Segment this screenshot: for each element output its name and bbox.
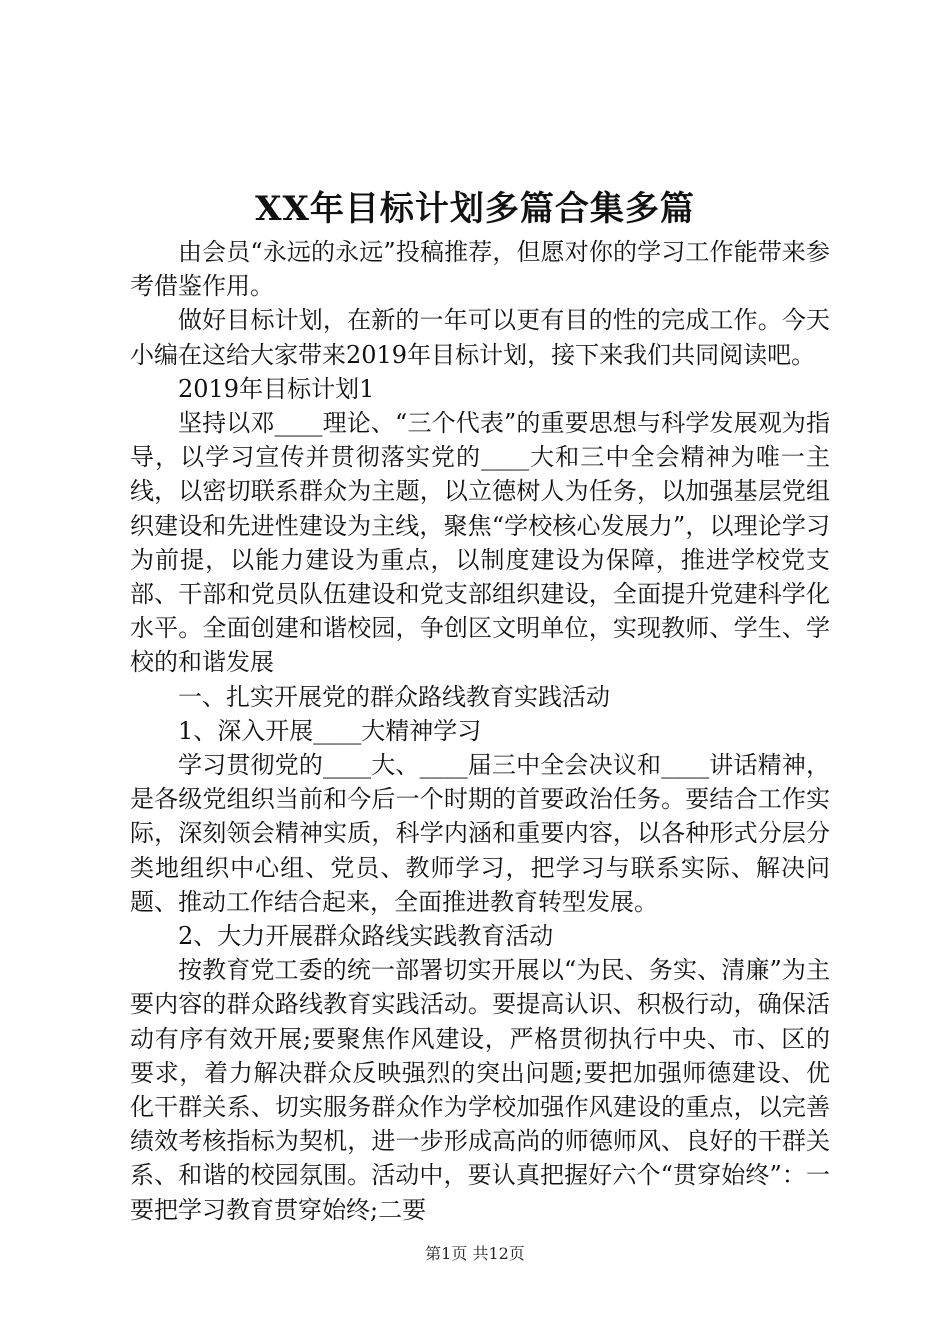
paragraph-preface: 做好目标计划，在新的一年可以更有目的性的完成工作。今天小编在这给大家带来2019年目标计划，接下来我们共同阅读吧。	[130, 306, 830, 369]
paragraph-study-spirit: 学习贯彻党的____大、____届三中全会决议和____讲话精神，是各级党组织当前和今后一个时期的首要政治任务。要结合工作实际，深刻领会精神实质，科学内涵和重要内容，以各种形式分层分类地组织中心组、党员、教师学习，把学习与联系实际、解决问题、推动工作结合起来，全面推进教育转型发展。	[130, 751, 830, 916]
paragraph-mass-line: 按教育党工委的统一部署切实开展以“为民、务实、清廉”为主要内容的群众路线教育实践活动。要提高认识、积极行动，确保活动有序有效开展;要聚焦作风建设，严格贯彻执行中央、市、区的要求，着力解决群众反映强烈的突出问题;要把加强师德建设、优化干群关系、切实服务群众作为学校加强作风建设的重点，以完善绩效考核指标为契机，进一步形成高尚的师德师风、良好的干群关系、和谐的校园氛围。活动中，要认真把握好六个“贯穿始终”：一要把学习教育贯穿始终;二要	[130, 956, 830, 1224]
document-body	[130, 235, 830, 1227]
document-title: XX年目标计划多篇合集多篇	[255, 189, 695, 229]
subsection-heading-1-1: 1、深入开展____大精神学习	[178, 716, 482, 745]
section-heading-plan-1: 2019年目标计划1	[178, 374, 375, 403]
paragraph-intro: 由会员“永远的永远”投稿推荐，但愿对你的学习工作能带来参考借鉴作用。	[130, 238, 830, 301]
subsection-heading-1-2: 2、大力开展群众路线实践教育活动	[178, 922, 554, 951]
paragraph-guiding-ideology: 坚持以邓____理论、“三个代表”的重要思想与科学发展观为指导，以学习宣传并贯彻落实党的____大和三中全会精神为唯一主线，以密切联系群众为主题，以立德树人为任务，以加强基层党组织建设和先进性建设为主线，聚焦“学校核心发展力”，以理论学习为前提，以能力建设为重点，以制度建设为保障，推进学校党支部、干部和党员队伍建设和党支部组织建设，全面提升党建科学化水平。全面创建和谐校园，争创区文明单位，实现教师、学生、学校的和谐发展	[130, 409, 830, 677]
section-heading-1: 一、扎实开展党的群众路线教育实践活动	[178, 682, 610, 711]
page-number-footer: 第1页 共12页	[425, 1244, 525, 1263]
